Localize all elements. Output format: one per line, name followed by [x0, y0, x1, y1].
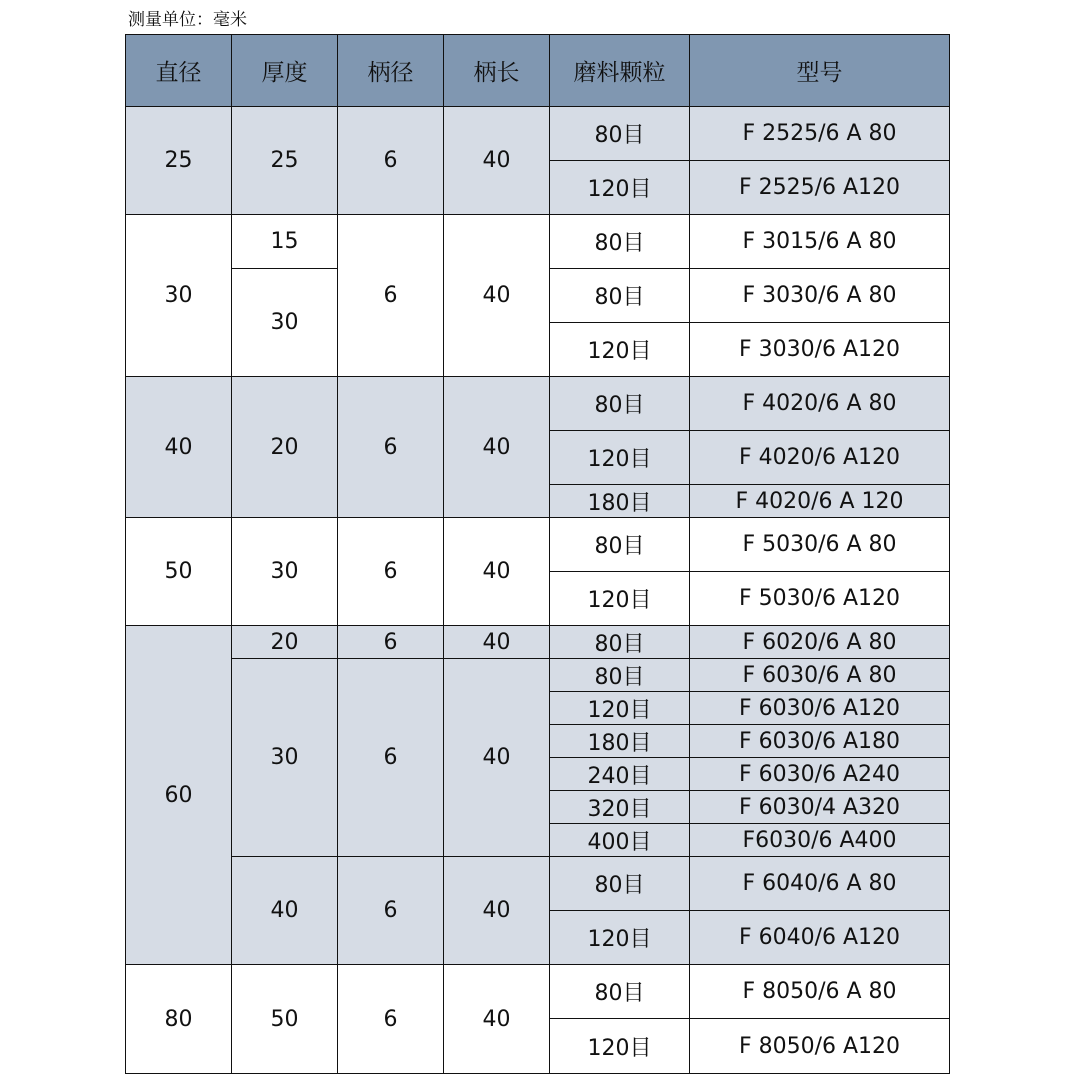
model-cell: F 5030/6 A 80	[690, 518, 950, 572]
shank-length-cell: 40	[444, 215, 550, 377]
grit-cell: 80目	[550, 659, 690, 692]
grit-cell: 120目	[550, 161, 690, 215]
shank-diameter-cell: 6	[338, 626, 444, 659]
measurement-unit-label: 测量单位：毫米	[128, 10, 247, 30]
header-shank-diameter: 柄径	[338, 35, 444, 107]
model-cell: F 6020/6 A 80	[690, 626, 950, 659]
shank-diameter-cell: 6	[338, 965, 444, 1074]
grit-cell: 400目	[550, 824, 690, 857]
shank-length-cell: 40	[444, 857, 550, 965]
model-cell: F 4020/6 A 80	[690, 377, 950, 431]
grit-cell: 240目	[550, 758, 690, 791]
shank-diameter-cell: 6	[338, 215, 444, 377]
model-cell: F 6030/6 A240	[690, 758, 950, 791]
grit-cell: 120目	[550, 692, 690, 725]
model-cell: F6030/6 A400	[690, 824, 950, 857]
thickness-cell: 50	[232, 965, 338, 1074]
thickness-cell: 30	[232, 518, 338, 626]
shank-length-cell: 40	[444, 518, 550, 626]
grit-cell: 80目	[550, 269, 690, 323]
thickness-cell: 30	[232, 269, 338, 377]
model-cell: F 4020/6 A 120	[690, 485, 950, 518]
model-cell: F 3030/6 A120	[690, 323, 950, 377]
table-row	[126, 965, 950, 1019]
grit-cell: 120目	[550, 911, 690, 965]
product-spec-table	[125, 34, 950, 1074]
table-row	[126, 857, 950, 911]
thickness-cell: 20	[232, 626, 338, 659]
grit-cell: 80目	[550, 215, 690, 269]
thickness-cell: 40	[232, 857, 338, 965]
model-cell: F 6030/6 A180	[690, 725, 950, 758]
diameter-cell: 60	[126, 626, 232, 965]
model-cell: F 4020/6 A120	[690, 431, 950, 485]
shank-diameter-cell: 6	[338, 377, 444, 518]
grit-cell: 120目	[550, 1019, 690, 1074]
header-thickness: 厚度	[232, 35, 338, 107]
shank-length-cell: 40	[444, 107, 550, 215]
shank-diameter-cell: 6	[338, 107, 444, 215]
shank-length-cell: 40	[444, 659, 550, 857]
table-row	[126, 377, 950, 431]
table-row	[126, 626, 950, 659]
grit-cell: 120目	[550, 323, 690, 377]
header-grit: 磨料颗粒	[550, 35, 690, 107]
header-shank-length: 柄长	[444, 35, 550, 107]
table-row	[126, 518, 950, 572]
shank-diameter-cell: 6	[338, 659, 444, 857]
model-cell: F 3015/6 A 80	[690, 215, 950, 269]
diameter-cell: 50	[126, 518, 232, 626]
model-cell: F 3030/6 A 80	[690, 269, 950, 323]
shank-diameter-cell: 6	[338, 857, 444, 965]
grit-cell: 120目	[550, 572, 690, 626]
grit-cell: 180目	[550, 725, 690, 758]
grit-cell: 120目	[550, 431, 690, 485]
grit-cell: 180目	[550, 485, 690, 518]
thickness-cell: 15	[232, 215, 338, 269]
diameter-cell: 30	[126, 215, 232, 377]
model-cell: F 6040/6 A 80	[690, 857, 950, 911]
diameter-cell: 25	[126, 107, 232, 215]
table-header-row	[126, 35, 950, 107]
model-cell: F 2525/6 A120	[690, 161, 950, 215]
model-cell: F 5030/6 A120	[690, 572, 950, 626]
shank-length-cell: 40	[444, 626, 550, 659]
model-cell: F 6030/6 A120	[690, 692, 950, 725]
model-cell: F 8050/6 A 80	[690, 965, 950, 1019]
grit-cell: 80目	[550, 518, 690, 572]
thickness-cell: 30	[232, 659, 338, 857]
table-row	[126, 215, 950, 269]
shank-length-cell: 40	[444, 965, 550, 1074]
header-model: 型号	[690, 35, 950, 107]
model-cell: F 6030/6 A 80	[690, 659, 950, 692]
shank-diameter-cell: 6	[338, 518, 444, 626]
model-cell: F 6040/6 A120	[690, 911, 950, 965]
model-cell: F 6030/4 A320	[690, 791, 950, 824]
grit-cell: 80目	[550, 857, 690, 911]
model-cell: F 2525/6 A 80	[690, 107, 950, 161]
table-row	[126, 659, 950, 692]
diameter-cell: 80	[126, 965, 232, 1074]
thickness-cell: 20	[232, 377, 338, 518]
grit-cell: 80目	[550, 377, 690, 431]
shank-length-cell: 40	[444, 377, 550, 518]
model-cell: F 8050/6 A120	[690, 1019, 950, 1074]
table-row	[126, 107, 950, 161]
header-diameter: 直径	[126, 35, 232, 107]
grit-cell: 320目	[550, 791, 690, 824]
grit-cell: 80目	[550, 626, 690, 659]
grit-cell: 80目	[550, 107, 690, 161]
grit-cell: 80目	[550, 965, 690, 1019]
diameter-cell: 40	[126, 377, 232, 518]
thickness-cell: 25	[232, 107, 338, 215]
